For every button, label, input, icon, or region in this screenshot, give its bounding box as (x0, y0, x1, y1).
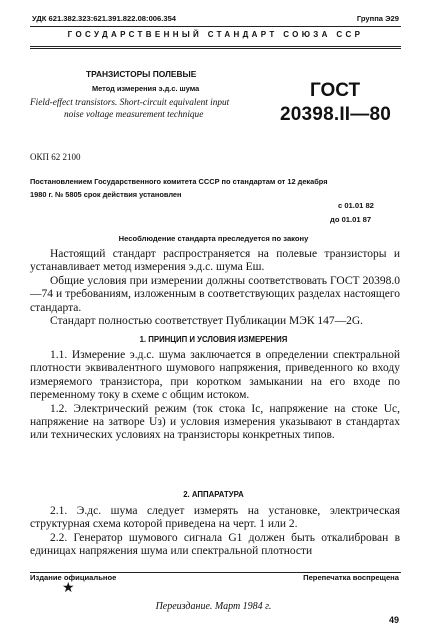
section-1-paragraph-2: 1.2. Электрический режим (ток стока Iс, напряжение на стоке Uс, напряжение на затворе Uз) и условия измерения указывают в стандартах или технических условиях на транзисторы конкретных типов. (30, 402, 400, 442)
intro-block (30, 248, 400, 328)
section-1-body (30, 349, 400, 443)
section-1-paragraph-1: 1.1. Измерение э.д.с. шума заключается в определении спектральной плотности эквивалентного шумового напряжения, приведенного ко входу измеряемого транзистора, при коротком замыкании на его входе по переменному току в схеме с общим истоком. (30, 349, 400, 402)
group-code: Группа Э29 (356, 14, 399, 23)
section-2-heading: 2. АППАРАТУРА (183, 490, 244, 499)
header-rule-bottom-2 (30, 48, 401, 49)
gost-label: ГОСТ (310, 80, 361, 101)
section-2-body (30, 505, 400, 559)
section-2-paragraph-2: 2.2. Генератор шумового сигнала G1 должен быть откалиброван в единицах напряжения шума или спектральной плотности (30, 531, 400, 558)
english-title-line-1: Field-effect transistors. Short-circuit equivalent input (30, 98, 230, 108)
english-title-line-2: noise voltage measurement technique (64, 110, 204, 120)
header-rule-bottom (30, 46, 401, 47)
gost-number: 20398.II—80 (280, 104, 392, 125)
valid-from: с 01.01 82 (338, 201, 374, 210)
intro-paragraph-3: Стандарт полностью соответствует Публикации МЭК 147—2G. (50, 315, 364, 328)
udc-code: УДК 621.382.323:621.391.822.08:006.354 (32, 14, 177, 23)
official-edition-label: Издание официальное (30, 573, 117, 582)
intro-paragraph-1: Настоящий стандарт распространяется на полевые транзисторы и устанавливает метод измерения э.д.с. шума Eш. (30, 248, 400, 274)
star-icon: ★ (62, 581, 75, 596)
section-1-heading: 1. ПРИНЦИП И УСЛОВИЯ ИЗМЕРЕНИЯ (139, 335, 288, 344)
reissue-note: Переиздание. Март 1984 г. (155, 601, 272, 612)
decree-line-2: 1980 г. № 5805 срок действия установлен (30, 190, 182, 199)
page-number: 49 (388, 615, 399, 625)
document-subtitle: Метод измерения э.д.с. шума (92, 84, 200, 93)
okp-code: ОКП 62 2100 (30, 152, 81, 162)
valid-to: до 01.01 87 (330, 215, 372, 224)
header-rule-top (30, 26, 401, 27)
intro-paragraph-2: Общие условия при измерении должны соответствовать ГОСТ 20398.0—74 и требованиям, изложенным в соответствующих разделах настоящего стандарта. (30, 274, 400, 314)
document-title: ТРАНЗИСТОРЫ ПОЛЕВЫЕ (86, 69, 197, 79)
section-2-paragraph-1: 2.1. Э.дс. шума следует измерять на установке, электрическая структурная схема которой приведена на черт. 1 или 2. (30, 505, 400, 531)
penalty-notice: Несоблюдение стандарта преследуется по закону (118, 234, 309, 243)
reprint-prohibited-label: Перепечатка воспрещена (303, 573, 399, 582)
standard-banner: ГОСУДАРСТВЕННЫЙ СТАНДАРТ СОЮЗА ССР (67, 30, 364, 39)
decree-line-1: Постановлением Государственного комитета СССР по стандартам от 12 декабря (30, 177, 328, 186)
